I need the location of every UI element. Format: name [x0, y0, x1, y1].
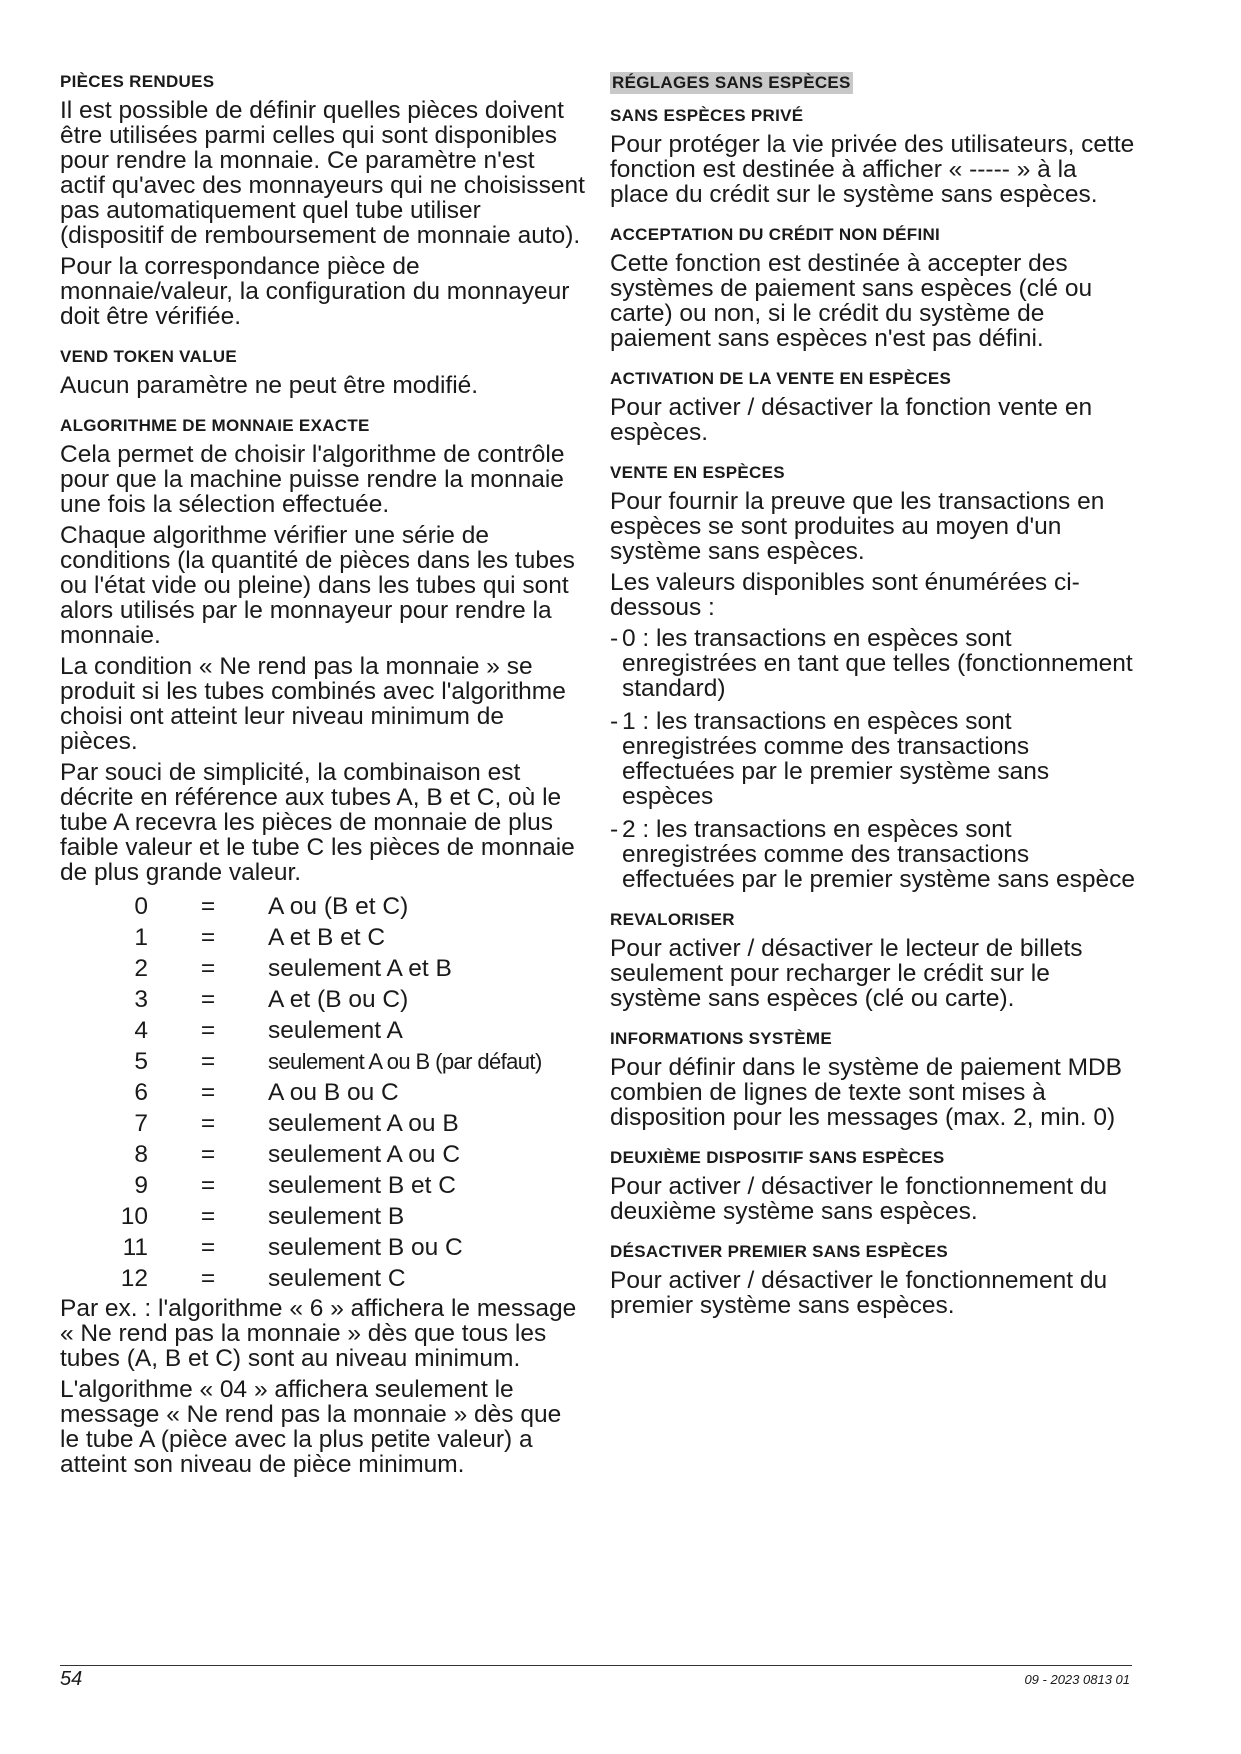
heading-desactiver-premier: DÉSACTIVER PREMIER SANS ESPÈCES [610, 1242, 949, 1261]
equals-sign: = [200, 1172, 216, 1199]
heading-deuxieme-dispositif: DEUXIÈME DISPOSITIF SANS ESPÈCES [610, 1148, 945, 1167]
algorithm-number: 10 [120, 1203, 148, 1230]
heading-algorithme: ALGORITHME DE MONNAIE EXACTE [60, 416, 370, 435]
algorithm-number: 12 [120, 1265, 148, 1292]
algorithm-description: seulement A [268, 1017, 403, 1044]
footer-divider [60, 1665, 1132, 1666]
algorithm-description: seulement A ou B (par défaut) [268, 1049, 542, 1074]
paragraph: Les valeurs disponibles sont énumérées ci-dessous : [610, 569, 1080, 621]
equals-sign: = [200, 1141, 216, 1168]
paragraph: Cela permet de choisir l'algorithme de contrôle pour que la machine puisse rendre la monnaie une fois la sélection effectuée. [60, 441, 565, 518]
document-code: 09 - 2023 0813 01 [1024, 1672, 1130, 1687]
algorithm-number: 8 [134, 1141, 148, 1168]
equals-sign: = [200, 955, 216, 982]
algorithm-row [60, 922, 585, 953]
algorithm-description: seulement A ou C [268, 1141, 461, 1168]
algorithm-row [60, 1046, 585, 1077]
heading-sans-especes-prive: SANS ESPÈCES PRIVÉ [610, 106, 804, 125]
equals-sign: = [200, 924, 216, 951]
right-column [610, 72, 1135, 1324]
algorithm-row [60, 1170, 585, 1201]
algorithm-row [60, 1108, 585, 1139]
paragraph: Pour définir dans le système de paiement MDB combien de lignes de texte sont mises à disposition pour les messages (max. 2, min. 0) [610, 1054, 1123, 1131]
paragraph: Cette fonction est destinée à accepter des systèmes de paiement sans espèces (clé ou carte) ou non, si le crédit du système de paiement sans espèces n'est pas défini. [610, 250, 1093, 352]
paragraph: Par souci de simplicité, la combinaison est décrite en référence aux tubes A, B et C, où le tube A recevra les pièces de monnaie de plus faible valeur et le tube C les pièces de monnaie de plus grande valeur. [60, 759, 575, 886]
heading-revaloriser: REVALORISER [610, 910, 735, 929]
list-item [610, 709, 1135, 809]
heading-pieces-rendues: PIÈCES RENDUES [60, 72, 215, 91]
paragraph: La condition « Ne rend pas la monnaie » se produit si les tubes combinés avec l'algorithme choisi ont atteint leur niveau minimum de pièces. [60, 653, 566, 755]
algorithm-number: 9 [134, 1172, 148, 1199]
equals-sign: = [200, 986, 216, 1013]
algorithm-description: seulement C [268, 1265, 406, 1292]
paragraph: L'algorithme « 04 » affichera seulement le message « Ne rend pas la monnaie » dès que le tube A (pièce avec la plus petite valeur) a atteint son niveau de pièce minimum. [60, 1376, 562, 1478]
algorithm-description: seulement B [268, 1203, 405, 1230]
paragraph: Pour activer / désactiver le lecteur de billets seulement pour recharger le crédit sur le système sans espèces (clé ou carte). [610, 935, 1083, 1012]
dash-marker: - [610, 816, 619, 843]
algorithm-row [60, 984, 585, 1015]
algorithm-table [60, 891, 585, 1294]
algorithm-number: 7 [134, 1110, 148, 1137]
heading-informations-systeme: INFORMATIONS SYSTÈME [610, 1029, 832, 1048]
algorithm-number: 4 [134, 1017, 148, 1044]
heading-vend-token-value: VEND TOKEN VALUE [60, 347, 238, 366]
dash-marker: - [610, 625, 619, 652]
algorithm-number: 11 [122, 1234, 148, 1261]
algorithm-description: seulement B ou C [268, 1234, 463, 1261]
paragraph: Il est possible de définir quelles pièces doivent être utilisées parmi celles qui sont disponibles pour rendre la monnaie. Ce paramètre n'est actif qu'avec des monnayeurs qui ne choisissent pas automatiquement quel tube utiliser (dispositif de remboursement de monnaie auto). [60, 97, 585, 249]
left-column [60, 72, 585, 1483]
algorithm-row [60, 1201, 585, 1232]
algorithm-number: 5 [134, 1048, 148, 1075]
heading-activation-vente: ACTIVATION DE LA VENTE EN ESPÈCES [610, 369, 952, 388]
algorithm-description: seulement B et C [268, 1172, 456, 1199]
paragraph: Chaque algorithme vérifier une série de conditions (la quantité de pièces dans les tubes ou l'état vide ou pleine) dans les tubes qui sont alors utilisés par le monnayeur pour rendre la monnaie. [60, 522, 575, 649]
paragraph: Pour activer / désactiver le fonctionnement du deuxième système sans espèces. [610, 1173, 1108, 1225]
algorithm-description: A et B et C [268, 924, 386, 951]
paragraph: Pour activer / désactiver le fonctionnement du premier système sans espèces. [610, 1267, 1108, 1319]
equals-sign: = [200, 1048, 216, 1075]
equals-sign: = [200, 1079, 216, 1106]
dash-marker: - [610, 708, 619, 735]
list-item-text: 0 : les transactions en espèces sont enregistrées en tant que telles (fonctionnement standard) [622, 625, 1133, 702]
paragraph: Aucun paramètre ne peut être modifié. [60, 372, 479, 399]
equals-sign: = [200, 1234, 216, 1261]
page-number: 54 [60, 1668, 83, 1690]
list-item [610, 817, 1135, 892]
algorithm-number: 1 [134, 924, 148, 951]
paragraph: Pour fournir la preuve que les transactions en espèces se sont produites au moyen d'un système sans espèces. [610, 488, 1105, 565]
algorithm-row [60, 1232, 585, 1263]
algorithm-description: A ou (B et C) [268, 893, 409, 920]
equals-sign: = [200, 1265, 216, 1292]
algorithm-row [60, 1077, 585, 1108]
algorithm-number: 2 [134, 955, 148, 982]
algorithm-description: seulement A et B [268, 955, 452, 982]
algorithm-row [60, 1015, 585, 1046]
paragraph: Par ex. : l'algorithme « 6 » affichera le message « Ne rend pas la monnaie » dès que tous les tubes (A, B et C) sont au niveau minimum. [60, 1295, 577, 1372]
algorithm-row [60, 891, 585, 922]
heading-vente-especes: VENTE EN ESPÈCES [610, 463, 785, 482]
algorithm-row [60, 1139, 585, 1170]
heading-acceptation-credit: ACCEPTATION DU CRÉDIT NON DÉFINI [610, 225, 941, 244]
algorithm-description: seulement A ou B [268, 1110, 459, 1137]
list-item [610, 626, 1135, 701]
paragraph: Pour activer / désactiver la fonction vente en espèces. [610, 394, 1093, 446]
algorithm-number: 0 [134, 893, 148, 920]
list-item-text: 2 : les transactions en espèces sont enregistrées comme des transactions effectuées par le premier système sans espèce [622, 816, 1135, 893]
algorithm-description: A et (B ou C) [268, 986, 409, 1013]
list-item-text: 1 : les transactions en espèces sont enregistrées comme des transactions effectuées par le premier système sans espèces [622, 708, 1050, 810]
algorithm-row [60, 953, 585, 984]
section-title-reglages: RÉGLAGES SANS ESPÈCES [612, 73, 851, 92]
algorithm-row [60, 1263, 585, 1294]
algorithm-number: 6 [134, 1079, 148, 1106]
equals-sign: = [200, 1203, 216, 1230]
paragraph: Pour la correspondance pièce de monnaie/valeur, la configuration du monnayeur doit être vérifiée. [60, 253, 570, 330]
algorithm-number: 3 [134, 986, 148, 1013]
equals-sign: = [200, 1017, 216, 1044]
paragraph: Pour protéger la vie privée des utilisateurs, cette fonction est destinée à afficher « ----- » à la place du crédit sur le système sans espèces. [610, 131, 1135, 208]
equals-sign: = [200, 893, 216, 920]
equals-sign: = [200, 1110, 216, 1137]
algorithm-description: A ou B ou C [268, 1079, 399, 1106]
